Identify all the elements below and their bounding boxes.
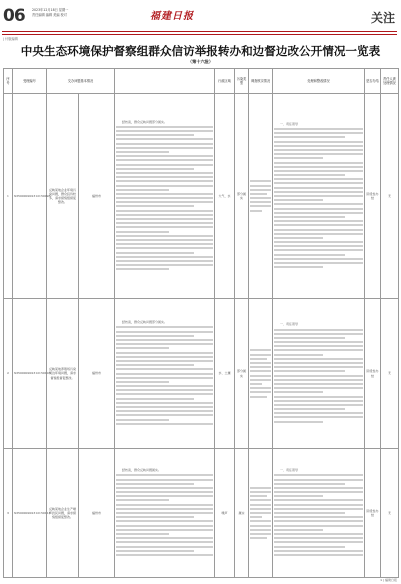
page-footer: 1 | 福建日报 xyxy=(380,578,397,582)
column-tag: | 付版编辑 xyxy=(3,37,18,41)
page-number: 06 xyxy=(3,6,25,26)
col-header-no: 序号 xyxy=(4,69,13,94)
row-no: 2 xyxy=(4,299,13,449)
row-investigation: 经核查，群众反映问题部分属实。 xyxy=(122,119,168,124)
text-block xyxy=(274,474,363,556)
row-verdict: 属实 xyxy=(235,449,249,578)
row-id: X350000202312150103 xyxy=(13,299,47,449)
row-done: 阶段性办结 xyxy=(365,299,381,449)
header-rule-thin xyxy=(2,34,397,35)
complaints-table xyxy=(3,68,399,578)
text-block xyxy=(250,349,271,397)
col-header-region: 行政区域 xyxy=(215,69,235,94)
col-header-type: 污染类型 xyxy=(235,69,249,94)
row-findings xyxy=(249,94,273,299)
text-block xyxy=(250,180,271,211)
col-header-id: 受理编号 xyxy=(13,69,47,94)
row-verdict: 部分属实 xyxy=(235,299,249,449)
col-header-done: 是否办结 xyxy=(365,69,381,94)
row-no: 1 xyxy=(4,94,13,299)
row-type: 水、土壤 xyxy=(215,299,235,449)
row-person: 无 xyxy=(381,449,399,578)
row-region: 福州市 xyxy=(79,299,115,449)
row-detail xyxy=(115,299,215,449)
row-region: 福州市 xyxy=(79,449,115,578)
text-block xyxy=(274,128,363,268)
row-id: X350000202312150118 xyxy=(13,449,47,578)
page-title: 中央生态环境保护督察组群众信访举报转办和边督边改公开情况一览表 xyxy=(20,44,381,58)
header-date: 2023年12月18日 星期一 xyxy=(32,8,69,12)
col-header-investigation: 调查核实情况 xyxy=(249,69,273,94)
row-done: 阶段性办结 xyxy=(365,449,381,578)
text-block xyxy=(116,326,213,424)
section-name: 关注 xyxy=(370,11,395,25)
row-summary: 反映某地企业环境污染问题，群众投诉较多，请求督察组督促整改。 xyxy=(47,94,79,299)
page-header xyxy=(0,0,401,32)
row-detail xyxy=(115,449,215,578)
row-type: 噪声 xyxy=(215,449,235,578)
row-findings xyxy=(249,299,273,449)
row-measures: 一、责任领导 xyxy=(273,94,365,299)
table-row xyxy=(4,449,399,578)
text-block xyxy=(274,329,363,423)
col-header-detail xyxy=(115,69,215,94)
row-no: 3 xyxy=(4,449,13,578)
row-id: X350000202312150096 xyxy=(13,94,47,299)
row-measures: 一、责任领导 xyxy=(273,299,365,449)
header-rule xyxy=(2,31,397,32)
row-summary: 反映某地养殖场污染周边环境问题，请求督察组督促整改。 xyxy=(47,299,79,449)
row-type: 大气、水 xyxy=(215,94,235,299)
table-header-row xyxy=(4,69,399,94)
text-block xyxy=(116,126,213,270)
text-block xyxy=(250,487,271,539)
col-header-summary: 交办问题基本情况 xyxy=(47,69,115,94)
row-verdict: 部分属实 xyxy=(235,94,249,299)
text-block xyxy=(116,474,213,556)
header-editors: 责任编辑 编辑 美编 校对 xyxy=(32,13,67,17)
row-investigation: 经核查，群众反映问题属实。 xyxy=(122,467,162,472)
row-measures: 一、责任领导 xyxy=(273,449,365,578)
row-person: 无 xyxy=(381,94,399,299)
table-row xyxy=(4,94,399,299)
col-header-person: 责任人被处理情况 xyxy=(381,69,399,94)
row-investigation: 经核查，群众反映问题部分属实。 xyxy=(122,320,168,325)
header-meta xyxy=(32,8,68,18)
col-header-measures: 处理和整改情况 xyxy=(273,69,365,94)
newspaper-masthead: 福建日报 xyxy=(150,11,194,22)
row-detail xyxy=(115,94,215,299)
page-subtitle: （第十六批） xyxy=(187,59,214,64)
row-person: 无 xyxy=(381,299,399,449)
row-done: 阶段性办结 xyxy=(365,94,381,299)
row-findings xyxy=(249,449,273,578)
row-summary: 反映某地企业生产噪声扰民问题，请求督察组督促整改。 xyxy=(47,449,79,578)
row-region: 福州市 xyxy=(79,94,115,299)
table-row xyxy=(4,299,399,449)
